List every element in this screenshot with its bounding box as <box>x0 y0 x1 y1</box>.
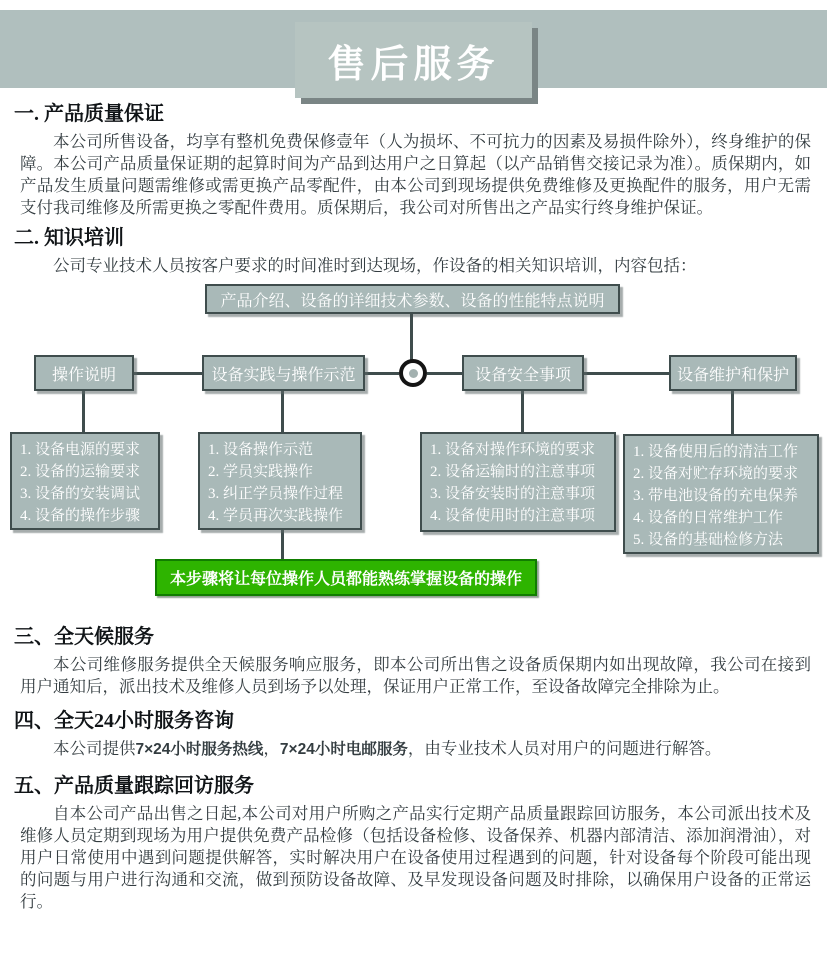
section-5-heading: 五、产品质量跟踪回访服务 <box>14 775 254 797</box>
list-item: 3. 带电池设备的充电保养 <box>633 488 799 504</box>
section-5-body: 自本公司产品出售之日起,本公司对用户所购之产品实行定期产品质量跟踪回访服务，本公司派出技术及维修人员定期到现场为用户提供免费产品检修（包括设备检修、设备保养、机器内部清洁、添加润滑油），对用户日常使用中遇到问题提供解答，实时解决用户在设备使用过程遇到的问题，针对设备每个阶段可能出现的问题与用户进行沟通和交流，做到预防设备故障、及早发现设备问题及时排除，以确保用户设备的正常运行。 <box>20 804 811 911</box>
connector-branch2-hub <box>365 372 399 375</box>
section-4-body <box>20 738 811 761</box>
hotline-phrase: 7×24小时服务热线 <box>135 741 264 758</box>
branch-list-practice <box>198 432 362 530</box>
branch-box-safety: 设备安全事项 <box>462 355 584 391</box>
section-4-heading: 四、全天24小时服务咨询 <box>14 710 234 732</box>
list-item: 3. 设备的安装调试 <box>20 486 141 502</box>
branch-list-safety <box>420 432 616 532</box>
branch-box-practice: 设备实践与操作示范 <box>202 355 365 391</box>
section-3-heading: 三、全天候服务 <box>14 626 154 648</box>
section-2-heading: 二. 知识培训 <box>14 227 124 249</box>
connector-branch1-list <box>82 391 85 432</box>
connector-list2-conclusion <box>281 530 284 559</box>
connector-branch3-list <box>521 391 524 432</box>
conclusion-box: 本步骤将让每位操作人员都能熟练掌握设备的操作 <box>155 559 537 596</box>
list-item: 1. 设备使用后的清洁工作 <box>633 444 799 460</box>
list-item: 2. 设备对贮存环境的要求 <box>633 466 799 482</box>
list-item: 3. 纠正学员操作过程 <box>208 486 344 502</box>
section-3-body: 本公司维修服务提供全天候服务响应服务，即本公司所出售之设备质保期内如出现故障，我公司在接到用户通知后，派出技术及维修人员到场予以处理，保证用户正常工作，至设备故障完全排除为止。 <box>20 655 811 696</box>
email-service-phrase: 7×24小时电邮服务 <box>279 741 408 758</box>
section-2-body: 公司专业技术人员按客户要求的时间准时到达现场，作设备的相关知识培训，内容包括： <box>53 256 697 275</box>
branch-box-operation: 操作说明 <box>34 355 134 391</box>
connector-root-to-hub <box>410 314 413 360</box>
section-4-text: ， <box>263 739 280 758</box>
connector-hub-branch3 <box>427 372 462 375</box>
list-item: 2. 设备的运输要求 <box>20 464 141 480</box>
section-1-body: 本公司所售设备，均享有整机免费保修壹年（人为损坏、不可抗力的因素及易损件除外），终身维护的保障。本公司产品质量保证期的起算时间为产品到达用户之日算起（以产品销售交接记录为准）。质保期内，如产品发生质量问题需维修或需更换产品零配件，由本公司到现场提供免费维修及更换配件的服务，用户无需支付我司维修及所需更换之零配件费用。质保期后，我公司对所售出之产品实行终身维护保证。 <box>20 132 811 217</box>
connector-branch4-list <box>731 391 734 434</box>
training-flowchart <box>0 282 827 602</box>
list-item: 4. 设备使用时的注意事项 <box>430 508 596 524</box>
list-item: 4. 学员再次实践操作 <box>208 508 344 524</box>
list-item: 4. 设备的操作步骤 <box>20 508 141 524</box>
list-item: 3. 设备安装时的注意事项 <box>430 486 596 502</box>
branch-list-maintenance <box>623 434 819 554</box>
connector-branch3-branch4 <box>584 372 669 375</box>
header-band <box>0 10 827 88</box>
page-title: 售后服务 <box>327 43 500 86</box>
branch-box-maintenance: 设备维护和保护 <box>669 355 797 391</box>
connector-branch1-branch2 <box>134 372 202 375</box>
flowchart-root-box: 产品介绍、设备的详细技术参数、设备的性能特点说明 <box>205 284 620 314</box>
hub-dot <box>409 369 418 378</box>
title-box <box>295 22 532 98</box>
section-4-text: ，由专业技术人员对用户的问题进行解答。 <box>407 739 722 758</box>
connector-branch2-list <box>281 391 284 432</box>
list-item: 1. 设备对操作环境的要求 <box>430 442 596 458</box>
section-1-heading: 一. 产品质量保证 <box>14 103 164 125</box>
list-item: 2. 设备运输时的注意事项 <box>430 464 596 480</box>
branch-list-operation <box>10 432 160 530</box>
list-item: 2. 学员实践操作 <box>208 464 314 480</box>
list-item: 4. 设备的日常维护工作 <box>633 510 784 526</box>
list-item: 5. 设备的基础检修方法 <box>633 532 784 548</box>
hub-node-icon <box>399 359 427 387</box>
section-4-text: 本公司提供 <box>53 739 136 758</box>
list-item: 1. 设备操作示范 <box>208 442 314 458</box>
list-item: 1. 设备电源的要求 <box>20 442 141 458</box>
